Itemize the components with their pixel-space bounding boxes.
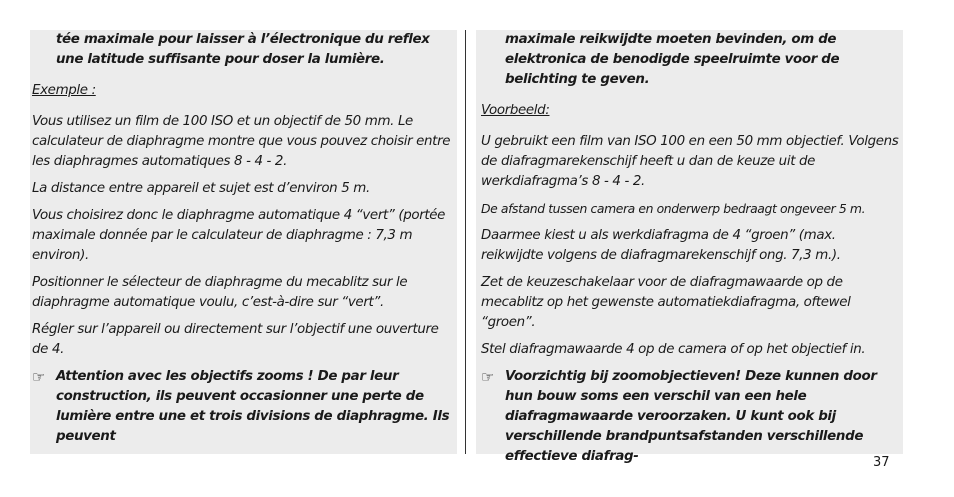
right-note-text: Voorzichtig bij zoomobjectieven! Deze kunnen door hun bouw soms een verschil van een hele diafragmawaarde veroorzaken. U kunt ook bij verschillende brandpuntsafstanden verschillende effectieve diafrag-: [505, 369, 877, 464]
left-paragraph-2: La distance entre appareil et sujet est d’environ 5 m.: [32, 181, 370, 196]
right-paragraph-2: De afstand tussen camera en onderwerp bedraagt ongeveer 5 m.: [481, 201, 866, 216]
right-column-dutch: [481, 30, 901, 467]
left-paragraph-5: Régler sur l’appareil ou directement sur l’objectif une ouverture de 4.: [32, 322, 439, 357]
right-lead-text: maximale reikwijdte moeten bevinden, om de elektronica de benodigde speelruimte voor de belichting te geven.: [505, 32, 840, 87]
right-paragraph-5: Stel diafragmawaarde 4 op de camera of op het objectief in.: [481, 342, 866, 357]
left-note-text: Attention avec les objectifs zooms ! De par leur construction, ils peuvent occasionner une perte de lumière entre une et trois divisions de diaphragme. Ils peuvent: [56, 369, 450, 444]
right-note: [481, 367, 901, 467]
right-heading: Voorbeeld:: [481, 103, 550, 118]
pointing-hand-icon: ☞: [32, 368, 46, 386]
right-paragraph-1: U gebruikt een film van ISO 100 en een 50 mm objectief. Volgens de diafragmarekenschijf heeft u dan de keuze uit de werkdiafragma’s 8 - 4 - 2.: [481, 134, 899, 189]
left-paragraph-3: Vous choisirez donc le diaphragme automatique 4 “vert” (portée maximale donnée par le calculateur de diaphragme : 7,3 m environ).: [32, 208, 446, 263]
column-divider: [465, 30, 466, 454]
right-paragraph-3: Daarmee kiest u als werkdiafragma de 4 “groen” (max. reikwijdte volgens de diafragmarekenschijf ong. 7,3 m.).: [481, 228, 841, 263]
left-paragraph-1: Vous utilisez un film de 100 ISO et un objectif de 50 mm. Le calculateur de diaphragme montre que vous pouvez choisir entre les diaphragmes automatiques 8 - 4 - 2.: [32, 114, 451, 169]
left-note: [32, 367, 452, 447]
left-lead-text: tée maximale pour laisser à l’électronique du reflex une latitude suffisante pour doser la lumière.: [56, 32, 430, 67]
page-number: 37: [873, 455, 890, 470]
left-column-french: [32, 30, 452, 447]
right-paragraph-4: Zet de keuzeschakelaar voor de diafragmawaarde op de mecablitz op het gewenste automatiekdiafragma, oftewel “groen”.: [481, 275, 851, 330]
left-heading: Exemple :: [32, 83, 96, 98]
left-paragraph-4: Positionner le sélecteur de diaphragme du mecablitz sur le diaphragme automatique voulu, c’est-à-dire sur “vert”.: [32, 275, 408, 310]
pointing-hand-icon: ☞: [481, 368, 495, 386]
